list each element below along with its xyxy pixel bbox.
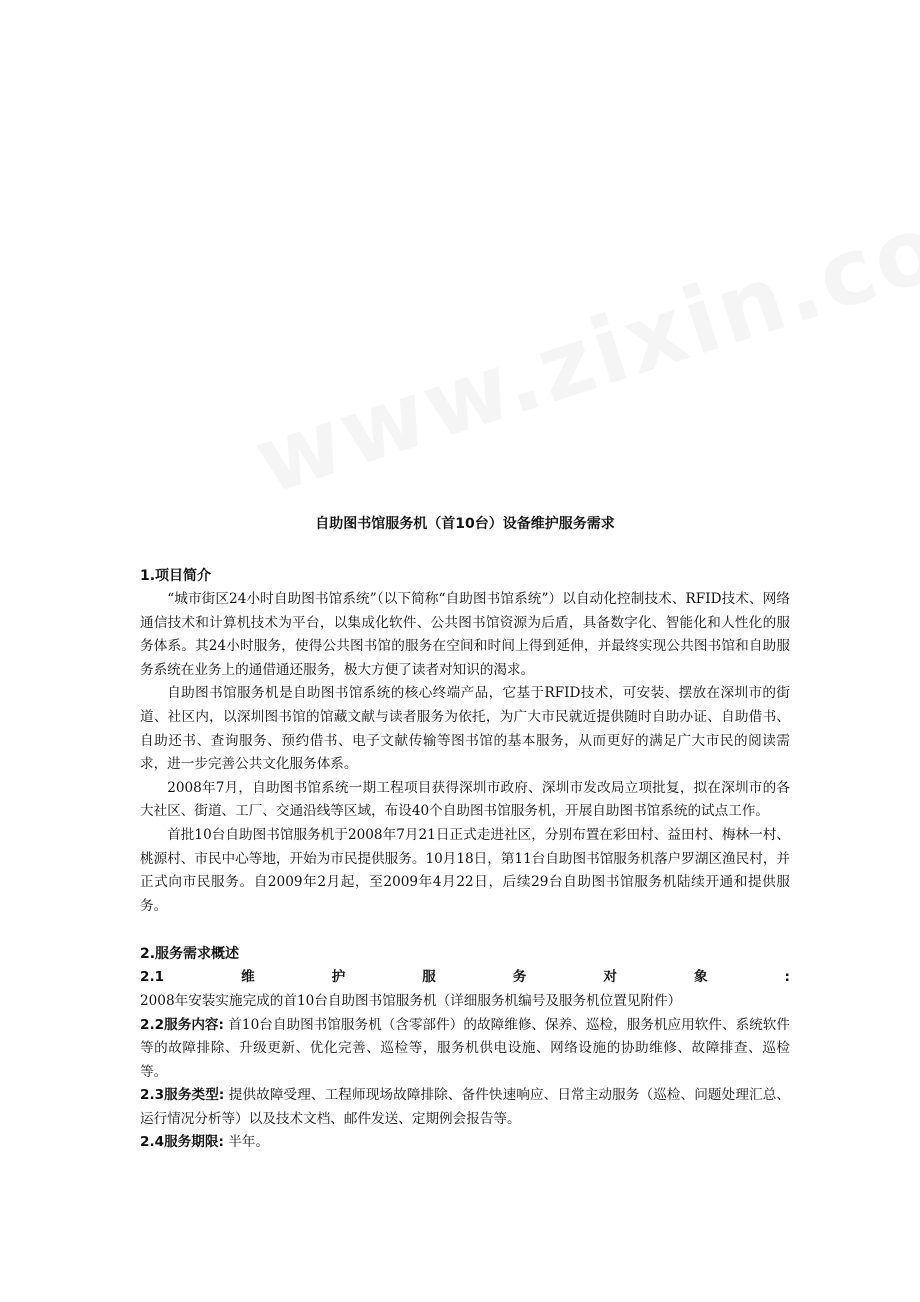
section-spacer (140, 918, 790, 942)
paragraph: 自助图书馆服务机是自助图书馆系统的核心终端产品，它基于RFID技术，可安装、摆放在深圳市的街道、社区内，以深圳图书馆的馆藏文献与读者服务为依托，为广大市民就近提供随时自助办证、自助借书、自助还书、查询服务、预约借书、电子文献传输等图书馆的基本服务，从而更好的满足广大市民的阅读需求，进一步完善公共文化服务体系。 (140, 685, 790, 773)
requirement-label: 2.4服务期限: (140, 1134, 224, 1151)
paragraph: 2008年7月，自助图书馆系统一期工程项目获得深圳市政府、深圳市发改局立项批复，拟在深圳市的各大社区、街道、工厂、交通沿线等区域，布设40个自助图书馆服务机，开展自助图书馆系统的试点工作。 (140, 779, 790, 820)
requirement-text: 2008年安装实施完成的首10台自助图书馆服务机（详细服务机编号及服务机位置见附件） (140, 992, 682, 1009)
requirement-text: 首10台自助图书馆服务机（含零部件）的故障维修、保养、巡检，服务机应用软件、系统软件等的故障排除、升级更新、优化完善、巡检等，服务机供电设施、网络设施的协助维修、故障排查、巡检等。 (140, 1016, 790, 1080)
requirement-text: 半年。 (223, 1134, 270, 1151)
section-heading-intro: 1.项目简介 (140, 568, 212, 584)
requirement-item (140, 1084, 790, 1131)
watermark (242, 112, 920, 516)
requirement-label: 2.3服务类型: (140, 1087, 225, 1104)
requirement-item (140, 966, 790, 1013)
paragraph: “城市街区24小时自助图书馆系统”（以下简称“自助图书馆系统”）以自动化控制技术、RFID技术、网络通信技术和计算机技术为平台，以集成化软件、公共图书馆资源为后盾，具备数字化、智能化和人性化的服务体系。其24小时服务，使得公共图书馆的服务在空间和时间上得到延伸，并最终实现公共图书馆和自助服务系统在业务上的通借通还服务，极大方便了读者对知识的渴求。 (140, 591, 790, 678)
requirement-text: 提供故障受理、工程师现场故障排除、备件快速响应、日常主动服务（巡检、问题处理汇总、运行情况分析等）以及技术文档、邮件发送、定期例会报告等。 (140, 1087, 790, 1127)
requirement-label: 2.1维护服务对象: (140, 969, 790, 986)
requirement-label: 2.2服务内容: (140, 1016, 224, 1033)
document-title: 自助图书馆服务机（首10台）设备维护服务需求 (315, 516, 615, 532)
paragraph: 首批10台自助图书馆服务机于2008年7月21日正式走进社区，分别布置在彩田村、益田村、梅林一村、桃源村、市民中心等地，开始为市民提供服务。10月18日，第11台自助图书馆服务机落户罗湖区渔民村，并正式向市民服务。自2009年2月起，至2009年4月22日，后续29台自助图书馆服务机陆续开通和提供服务。 (140, 826, 791, 914)
requirement-item (140, 1014, 790, 1085)
document-body (140, 512, 790, 1155)
section-heading-overview: 2.服务需求概述 (140, 946, 240, 963)
requirement-item (140, 1131, 790, 1155)
